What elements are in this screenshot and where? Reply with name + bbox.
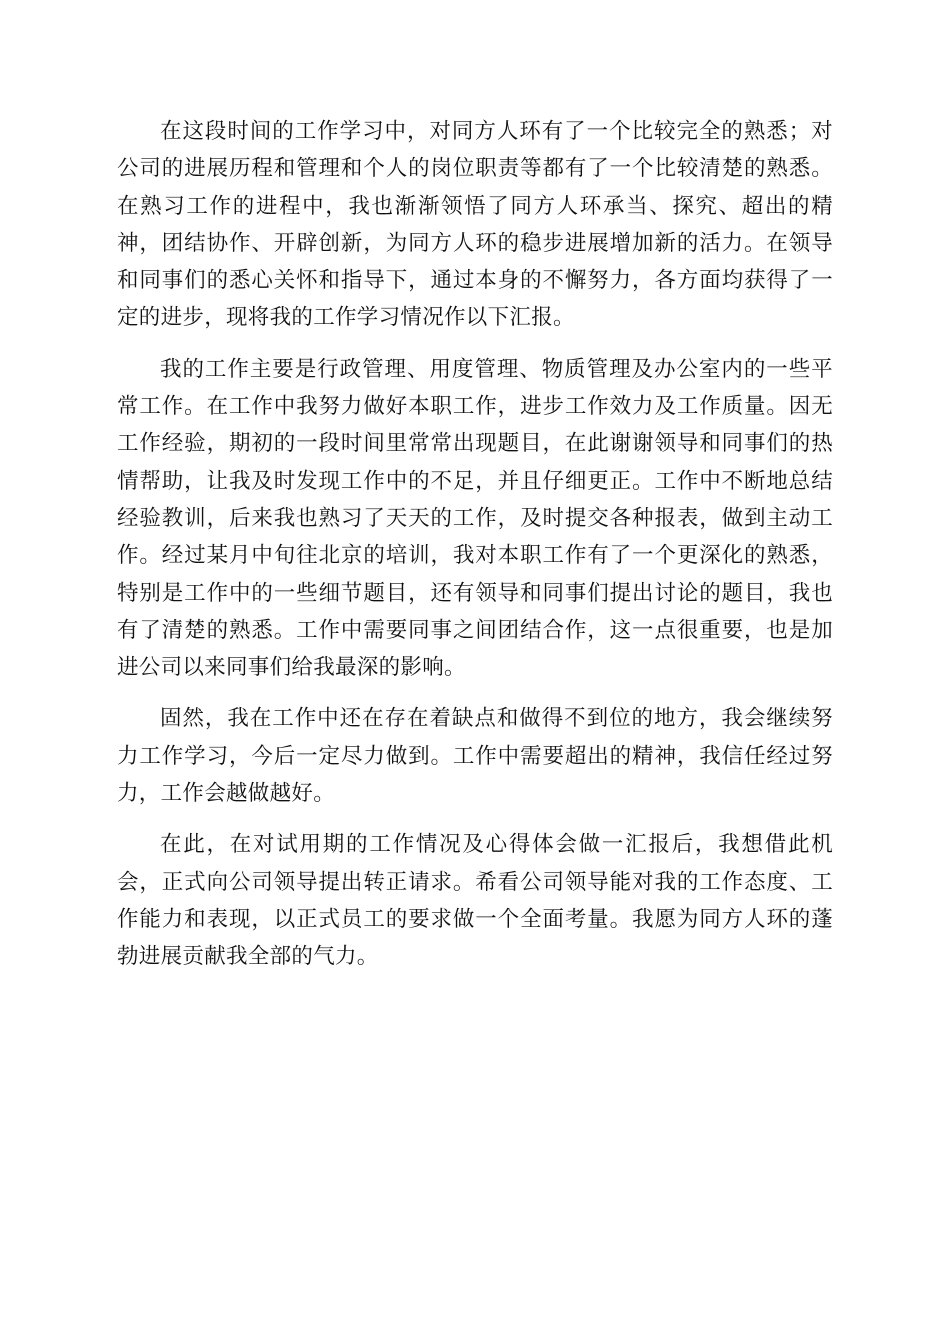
document-body bbox=[117, 113, 833, 990]
paragraph-intro: 在这段时间的工作学习中，对同方人环有了一个比较完全的熟悉；对公司的进展历程和管理和个人的岗位职责等都有了一个比较清楚的熟悉。在熟习工作的进程中，我也渐渐领悟了同方人环承当、探究、超出的精神，团结协作、开辟创新，为同方人环的稳步进展增加新的活力。在领导和同事们的悉心关怀和指导下，通过本身的不懈努力，各方面均获得了一定的进步，现将我的工作学习情况作以下汇报。 bbox=[117, 119, 833, 331]
paragraph-work-duties: 我的工作主要是行政管理、用度管理、物质管理及办公室内的一些平常工作。在工作中我努力做好本职工作，进步工作效力及工作质量。因无工作经验，期初的一段时间里常常出现题目，在此谢谢领导和同事们的热情帮助，让我及时发现工作中的不足，并且仔细更正。工作中不断地总结经验教训，后来我也熟习了天天的工作，及时提交各种报表，做到主动工作。经过某月中旬往北京的培训，我对本职工作有了一个更深化的熟悉，特别是工作中的一些细节题目，还有领导和同事们提出讨论的题目，我也有了清楚的熟悉。工作中需要同事之间团结合作，这一点很重要，也是加进公司以来同事们给我最深的影响。 bbox=[117, 356, 833, 681]
paragraph-request: 在此，在对试用期的工作情况及心得体会做一汇报后，我想借此机会，正式向公司领导提出转正请求。希看公司领导能对我的工作态度、工作能力和表现，以正式员工的要求做一个全面考量。我愿为同方人环的蓬勃进展贡献我全部的气力。 bbox=[117, 832, 833, 970]
paragraph-shortcomings: 固然，我在工作中还在存在着缺点和做得不到位的地方，我会继续努力工作学习，今后一定尽力做到。工作中需要超出的精神，我信任经过努力，工作会越做越好。 bbox=[117, 706, 833, 807]
